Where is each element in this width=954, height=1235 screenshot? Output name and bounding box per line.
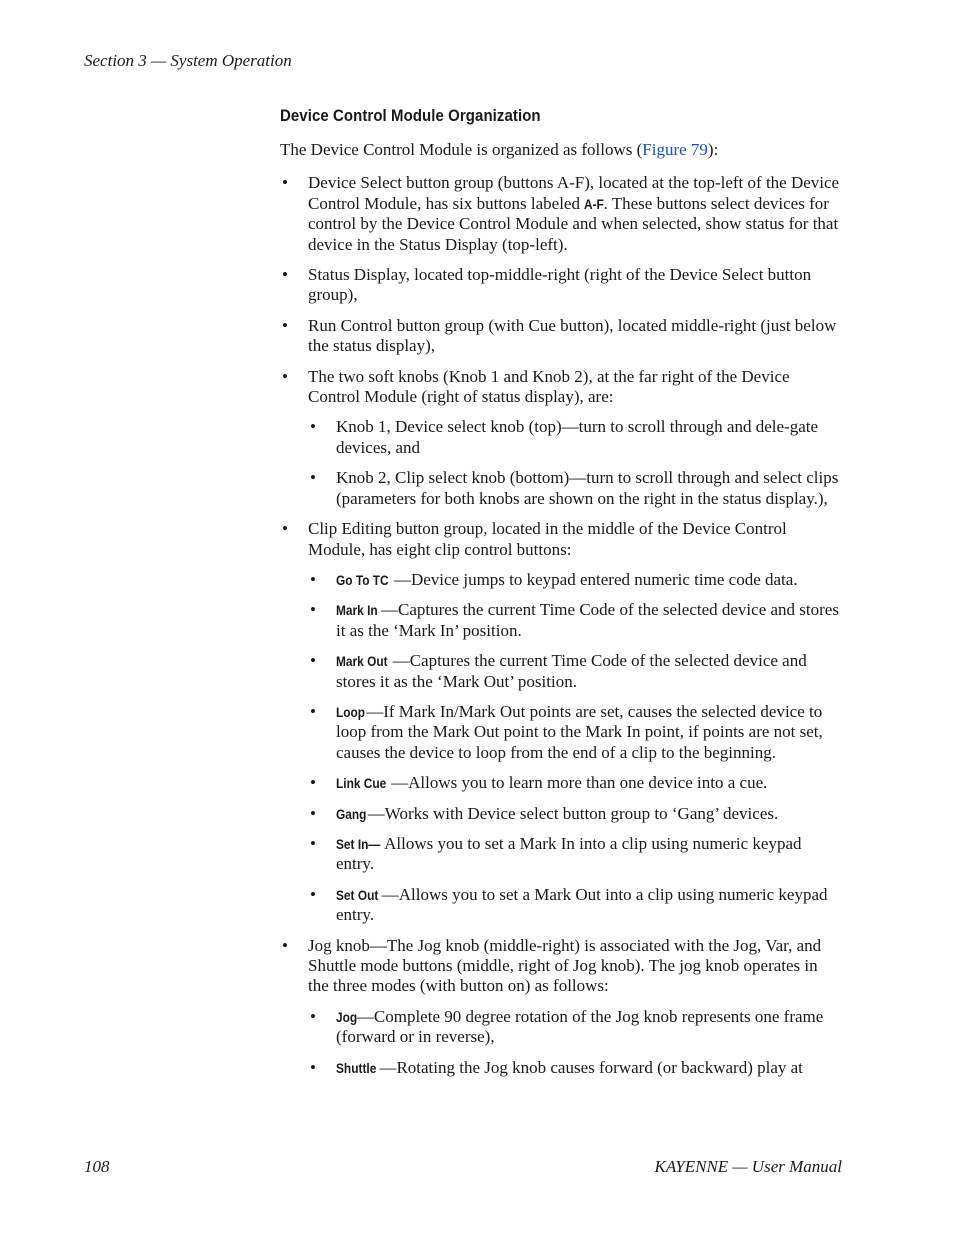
keyword: Gang [336,805,367,822]
sub-list-item [308,570,842,590]
sub-item-text: —Captures the current Time Code of the selected device and stores it as the ‘Mark Out’ position. [336,651,807,691]
running-footer-title: KAYENNE — User Manual [654,1157,842,1176]
bullet: • [310,884,316,904]
body-content [280,140,842,1088]
sub-item-text: Allows you to set a Mark In into a clip using numeric keypad entry. [336,833,802,874]
sub-list-item [308,417,842,458]
sub-list [308,1007,842,1078]
sub-list-item [308,804,842,824]
sub-list-item [308,1007,842,1048]
keyword: Go To TC [336,571,389,588]
bullet: • [310,1006,316,1026]
bullet: • [310,651,316,671]
bullet: • [310,833,316,853]
list-item [280,936,842,1078]
bullet: • [310,1057,316,1077]
sub-item-text: Knob 2, Clip select knob (bottom)—turn to scroll through and select clips (parameters for both knobs are shown on the right in the status display.), [336,468,839,508]
bullet: • [282,519,288,539]
sub-item-text: —Complete 90 degree rotation of the Jog knob represents one frame (forward or in reverse), [336,1006,824,1047]
keyword: Shuttle [336,1059,377,1076]
sub-item-text: —Device jumps to keypad entered numeric time code data. [393,569,798,589]
keyword: Mark Out [336,653,388,670]
bullet: • [282,935,288,955]
list-item [280,265,842,306]
list-item [280,519,842,926]
sub-item-text: Knob 1, Device select knob (top)—turn to scroll through and dele-gate devices, and [336,417,819,457]
bullet: • [310,468,316,488]
list-item [280,173,842,255]
list-item-text: Jog knob—The Jog knob (middle-right) is associated with the Jog, Var, and Shuttle mode buttons (middle, right of Jog knob). The jog knob operates in the three modes (with button on) as follows: [308,935,822,996]
bullet: • [282,265,288,285]
list-item-text: Device Select button group (buttons A-F), located at the top-left of the Device Control Module, has six buttons labeled [308,173,840,213]
figure-link[interactable]: Figure 79 [642,140,708,159]
intro-paragraph [280,140,842,160]
sub-item-text: —Captures the current Time Code of the selected device and stores it as the ‘Mark In’ position. [336,600,839,640]
keyword: A-F [584,195,605,212]
keyword: Link Cue [336,775,387,792]
bullet: • [282,315,288,335]
sub-list-item [308,651,842,692]
page-number: 108 [84,1157,110,1176]
sub-list-item [308,1058,842,1078]
section-heading: Device Control Module Organization [280,106,541,125]
sub-list-item [308,702,842,763]
keyword: Set In— [336,835,381,852]
sub-item-text: —Allows you to learn more than one device into a cue. [391,773,768,793]
bullet: • [310,701,316,721]
intro-text-end: ): [707,140,719,159]
list-item-text: Status Display, located top-middle-right (right of the Device Select button group), [308,265,812,305]
sub-list-item [308,773,842,793]
list-item [280,367,842,509]
bullet: • [282,173,288,193]
bullet: • [310,803,316,823]
sub-item-text: —Rotating the Jog knob causes forward (or backward) play at [379,1057,803,1077]
sub-list-item [308,468,842,509]
bullet: • [310,417,316,437]
sub-list-item [308,834,842,875]
list-item-text: Clip Editing button group, located in the middle of the Device Control Module, has eight clip control buttons: [308,519,787,559]
keyword: Mark In [336,602,378,619]
list-item-text: . These buttons select devices for control by the Device Control Module and when selected, show status for that device in the Status Display (top-left). [308,193,839,254]
main-list [280,173,842,1078]
sub-list [308,570,842,926]
keyword: Loop [336,703,366,720]
sub-list-item [308,885,842,926]
sub-list-item [308,600,842,641]
sub-item-text: —Allows you to set a Mark Out into a clip using numeric keypad entry. [336,884,828,925]
sub-list [308,417,842,509]
list-item-text: Run Control button group (with Cue button), located middle-right (just below the status display), [308,315,837,356]
bullet: • [282,366,288,386]
keyword: Jog [336,1008,358,1025]
sub-item-text: —Works with Device select button group to ‘Gang’ devices. [367,803,779,823]
sub-item-text: —If Mark In/Mark Out points are set, causes the selected device to loop from the Mark Out point to the Mark In point, if points are not set, causes the device to loop from the end of a clip to the beginning. [336,701,823,762]
intro-text: The Device Control Module is organized as follows ( [280,140,643,159]
list-item [280,316,842,357]
bullet: • [310,773,316,793]
keyword: Set Out [336,886,379,903]
running-header: Section 3 — System Operation [84,51,292,70]
bullet: • [310,569,316,589]
bullet: • [310,600,316,620]
list-item-text: The two soft knobs (Knob 1 and Knob 2), at the far right of the Device Control Module (right of status display), are: [308,366,790,407]
